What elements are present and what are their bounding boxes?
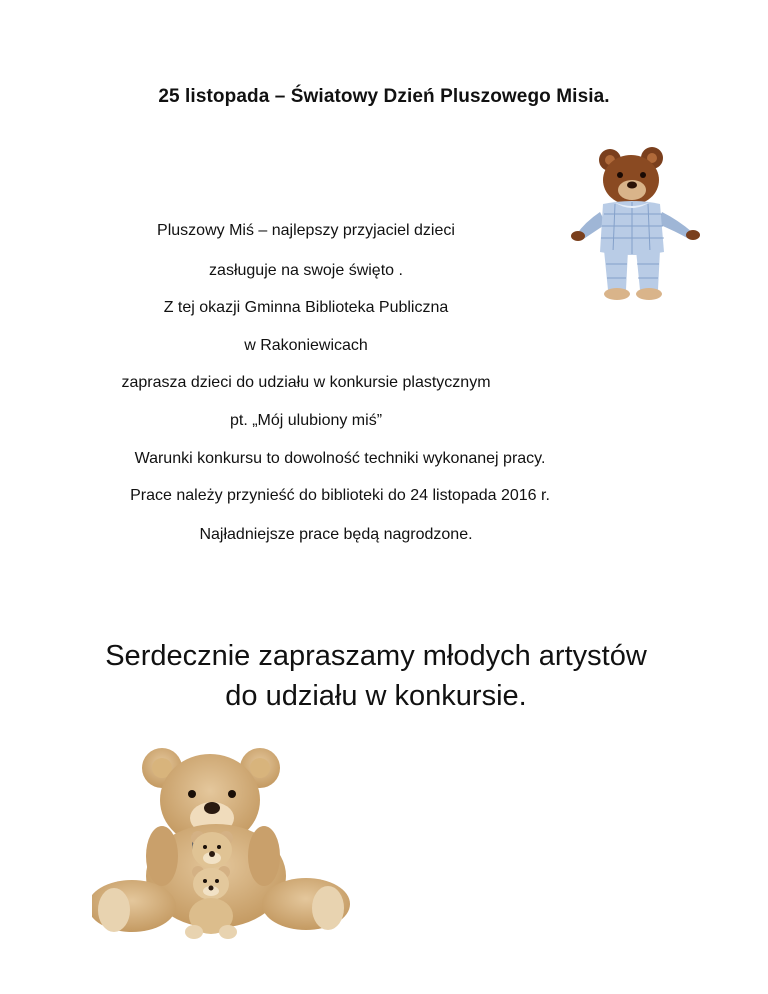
- body-line-2: zasługuje na swoje święto .: [209, 262, 403, 279]
- body-line-1: Pluszowy Miś – najlepszy przyjaciel dzieci: [157, 222, 455, 239]
- invitation-line-1: Serdecznie zapraszamy młodych artystów: [105, 640, 647, 672]
- teddy-bear-in-pajamas-icon: [570, 140, 705, 305]
- body-line-3: Z tej okazji Gminna Biblioteka Publiczna: [163, 299, 449, 316]
- flyer-title: 25 listopada – Światowy Dzień Pluszowego Misia.: [158, 86, 610, 107]
- teddy-bear-family-icon: [92, 738, 354, 943]
- body-line-8: Prace należy przynieść do biblioteki do 24 listopada 2016 r.: [130, 487, 550, 504]
- body-line-5: zaprasza dzieci do udziału w konkursie plastycznym: [121, 374, 491, 391]
- body-line-9: Najładniejsze prace będą nagrodzone.: [199, 526, 473, 543]
- body-line-4: w Rakoniewicach: [244, 337, 368, 354]
- body-line-7: Warunki konkursu to dowolność techniki wykonanej pracy.: [134, 450, 546, 467]
- invitation-line-2: do udziału w konkursie.: [225, 680, 527, 712]
- body-line-6: pt. „Mój ulubiony miś”: [229, 412, 383, 429]
